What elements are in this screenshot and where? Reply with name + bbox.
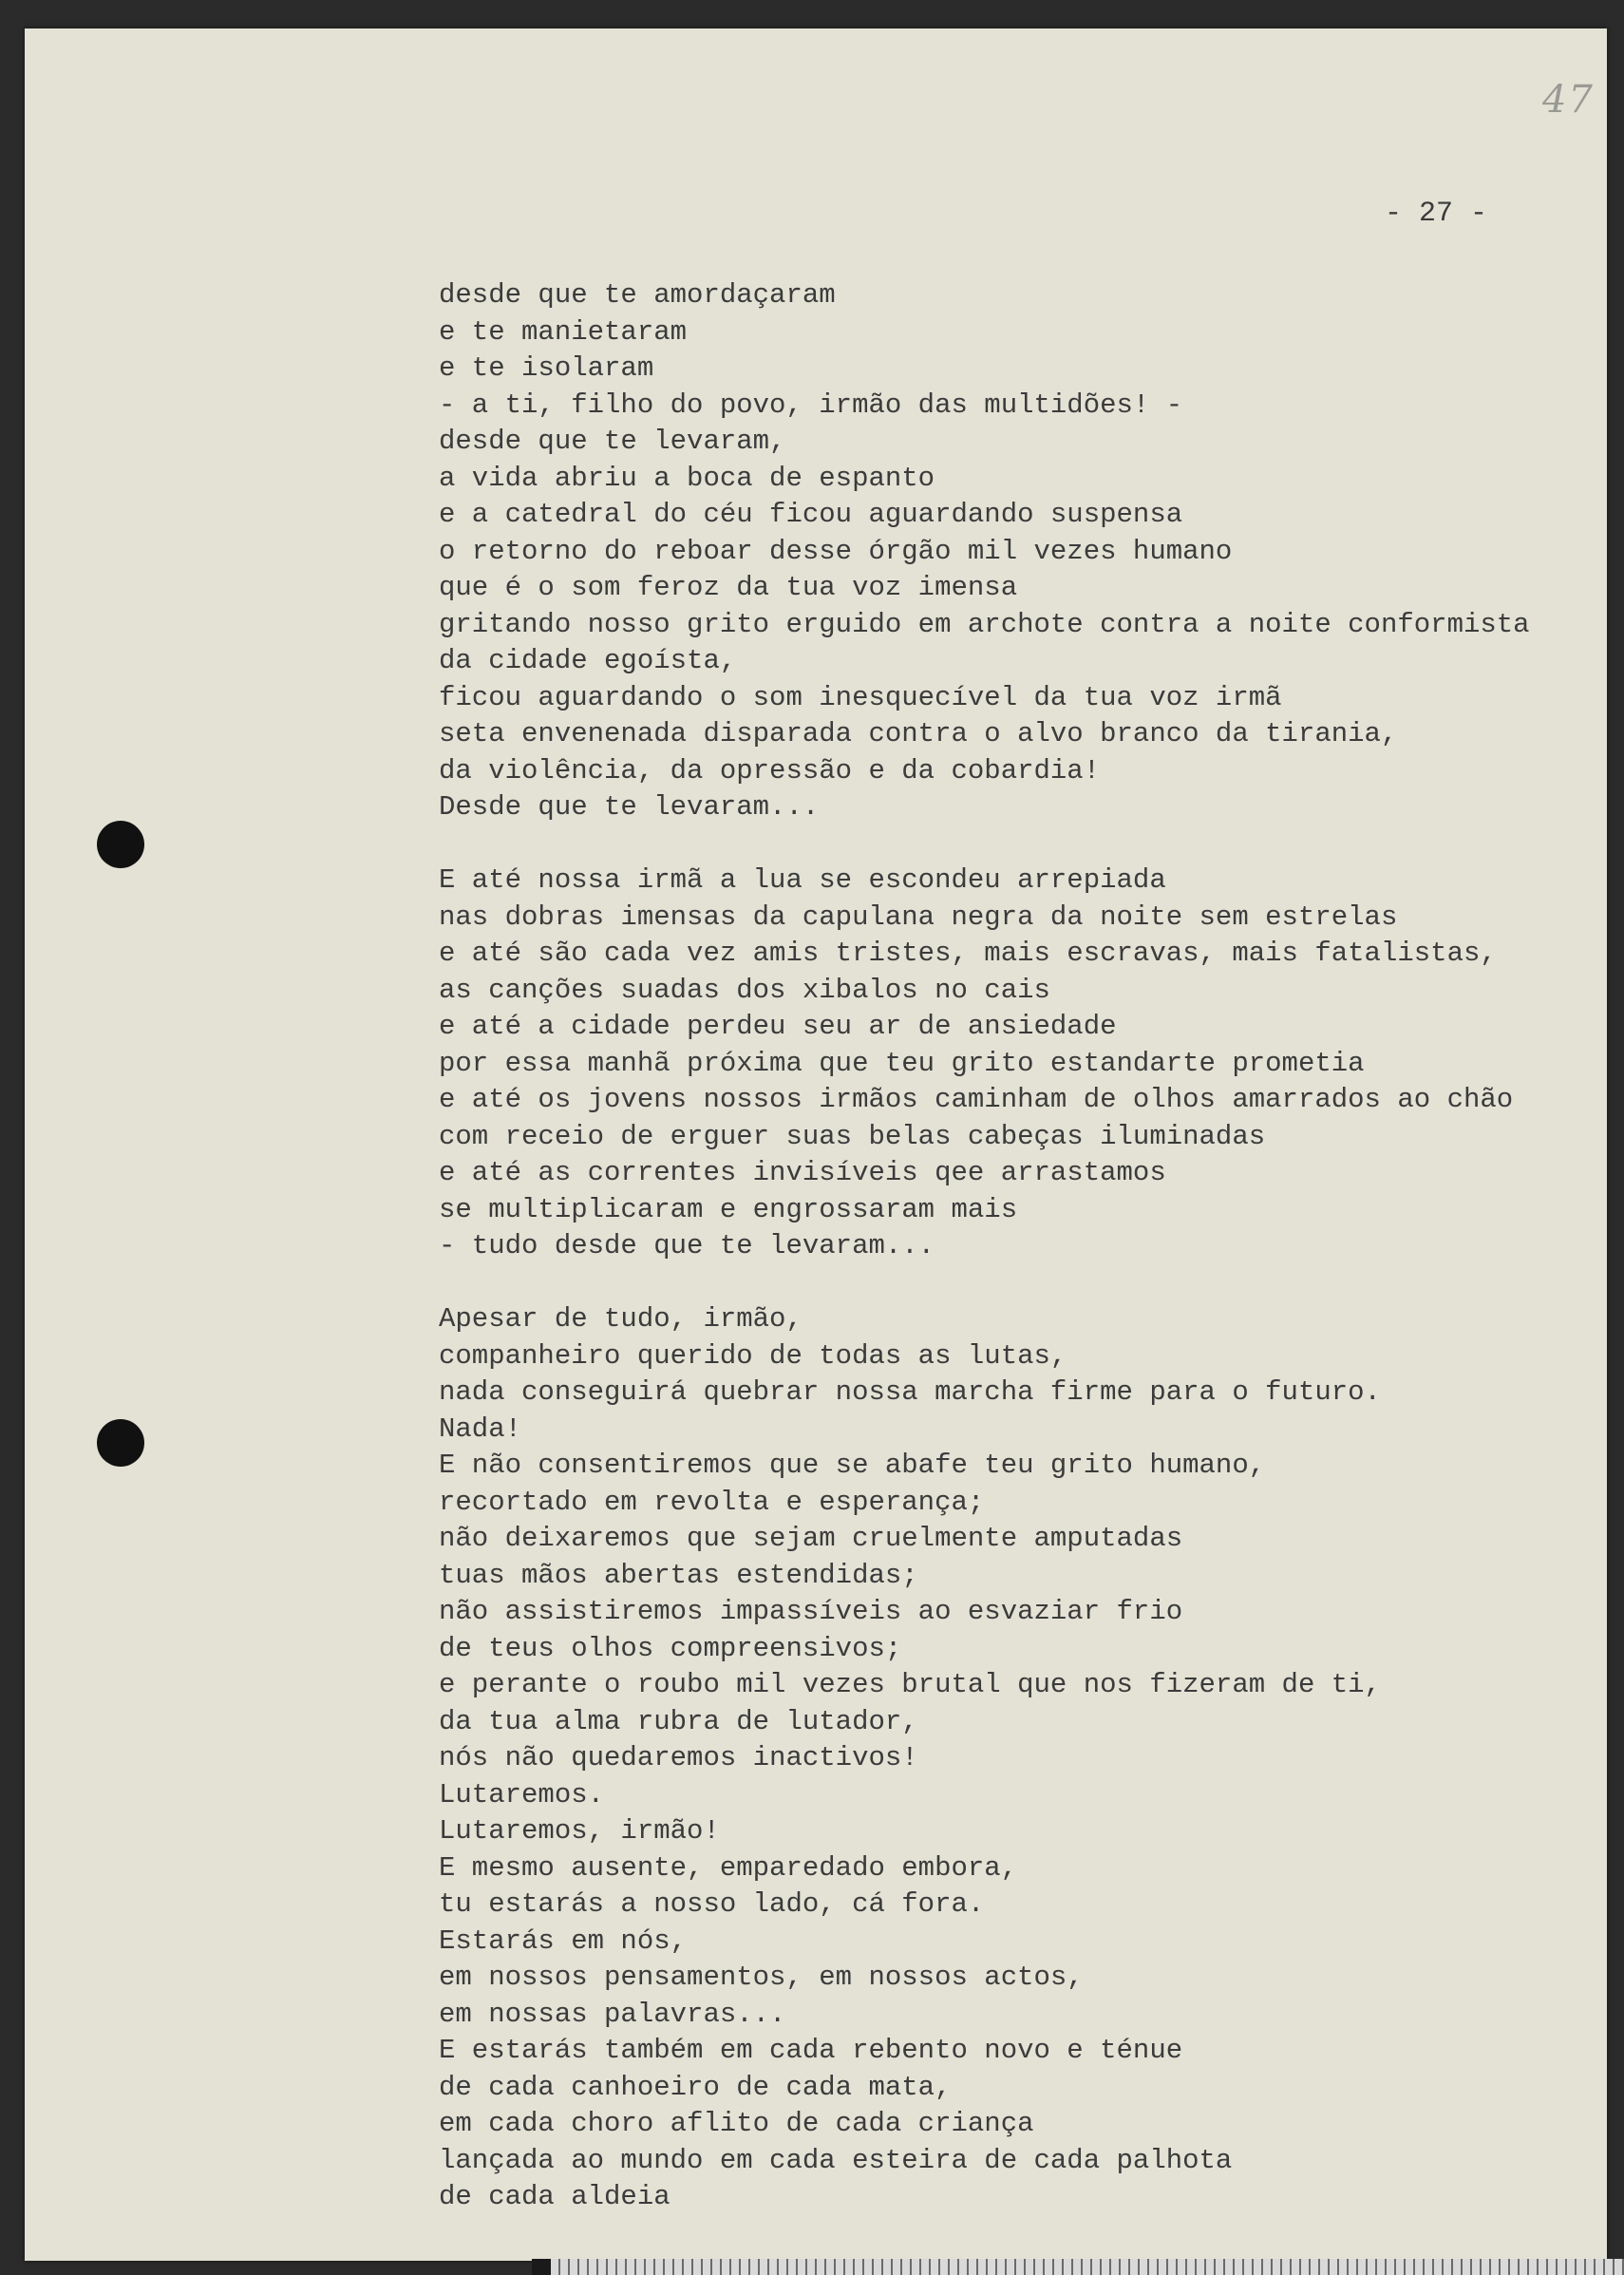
poem-line: tuas mãos abertas estendidas; — [439, 1559, 918, 1591]
poem-line: Nada! — [439, 1412, 522, 1445]
typewritten-page — [25, 28, 1607, 2261]
poem-line: E não consentiremos que se abafe teu grito humano, — [439, 1450, 1266, 1481]
poem-line: gritando nosso grito erguido em archote contra a noite conformista — [439, 608, 1530, 640]
poem-body — [439, 277, 1607, 2216]
archive-pencil-annotation: 47 — [1542, 78, 1595, 122]
poem-line: lançada ao mundo em cada esteira de cada palhota — [439, 2144, 1233, 2176]
poem-stanza — [439, 277, 1607, 826]
poem-line: Estarás em nós, — [439, 1924, 688, 1957]
poem-line: da tua alma rubra de lutador, — [439, 1705, 918, 1737]
poem-line: E até nossa irmã a lua se escondeu arrepiada — [439, 864, 1166, 896]
poem-line: e até são cada vez amis tristes, mais escravas, mais fatalistas, — [439, 938, 1497, 969]
poem-line: não assistiremos impassíveis ao esvaziar frio — [439, 1596, 1183, 1627]
poem-line: a vida abriu a boca de espanto — [439, 462, 935, 494]
poem-line: desde que te amordaçaram — [439, 279, 836, 311]
poem-line: e até a cidade perdeu seu ar de ansiedade — [439, 1011, 1117, 1042]
poem-line: e até os jovens nossos irmãos caminham de olhos amarrados ao chão — [439, 1084, 1514, 1115]
poem-line: se multiplicaram e engrossaram mais — [439, 1193, 1018, 1225]
poem-line: as canções suadas dos xibalos no cais — [439, 974, 1050, 1006]
poem-line: de teus olhos compreensivos; — [439, 1632, 902, 1664]
poem-line: Apesar de tudo, irmão, — [439, 1303, 803, 1335]
poem-line: nós não quedaremos inactivos! — [439, 1742, 918, 1773]
poem-line: tu estarás a nosso lado, cá fora. — [439, 1888, 985, 1920]
poem-line: e até as correntes invisíveis qee arrastamos — [439, 1157, 1166, 1188]
poem-line: da violência, da opressão e da cobardia! — [439, 754, 1101, 787]
poem-line: ficou aguardando o som inesquecível da tua voz irmã — [439, 681, 1282, 713]
poem-line: desde que te levaram, — [439, 426, 786, 457]
poem-line: Desde que te levaram... — [439, 791, 820, 823]
poem-stanza — [439, 1301, 1607, 2216]
scale-ruler-end — [532, 2259, 551, 2275]
punch-hole — [97, 821, 144, 868]
poem-line: - a ti, filho do povo, irmão das multidões! - — [439, 389, 1183, 421]
poem-line: nas dobras imensas da capulana negra da noite sem estrelas — [439, 901, 1398, 933]
poem-line: por essa manhã próxima que teu grito estandarte prometia — [439, 1047, 1365, 1079]
poem-line: e perante o roubo mil vezes brutal que nos fizeram de ti, — [439, 1669, 1381, 1700]
poem-line: companheiro querido de todas as lutas, — [439, 1339, 1067, 1372]
poem-line: e te isolaram — [439, 352, 654, 384]
poem-line: recortado em revolta e esperança; — [439, 1486, 985, 1518]
poem-line: de cada canhoeiro de cada mata, — [439, 2071, 952, 2103]
poem-line: E estarás também em cada rebento novo e ténue — [439, 2035, 1183, 2066]
poem-line: seta envenenada disparada contra o alvo branco da tirania, — [439, 718, 1398, 749]
poem-line: em cada choro aflito de cada criança — [439, 2108, 1034, 2139]
poem-line: em nossas palavras... — [439, 1998, 786, 2030]
punch-hole — [97, 1419, 144, 1467]
poem-line: - tudo desde que te levaram... — [439, 1230, 935, 1261]
poem-line: de cada aldeia — [439, 2181, 670, 2212]
poem-line: E mesmo ausente, emparedado embora, — [439, 1851, 1018, 1884]
poem-line: e a catedral do céu ficou aguardando suspensa — [439, 499, 1183, 530]
scale-ruler — [551, 2259, 1624, 2275]
poem-line: em nossos pensamentos, em nossos actos, — [439, 1962, 1084, 1993]
poem-line: nada conseguirá quebrar nossa marcha firme para o futuro. — [439, 1376, 1381, 1408]
poem-stanza — [439, 863, 1607, 1265]
poem-line: que é o som feroz da tua voz imensa — [439, 572, 1018, 603]
poem-line: com receio de erguer suas belas cabeças iluminadas — [439, 1120, 1266, 1152]
poem-line: e te manietaram — [439, 315, 688, 348]
poem-line: o retorno do reboar desse órgão mil vezes humano — [439, 535, 1233, 567]
poem-line: da cidade egoísta, — [439, 645, 737, 676]
poem-line: Lutaremos, irmão! — [439, 1815, 720, 1847]
poem-line: não deixaremos que sejam cruelmente amputadas — [439, 1523, 1183, 1554]
poem-line: Lutaremos. — [439, 1778, 605, 1811]
page-number: - 27 - — [1385, 198, 1488, 230]
